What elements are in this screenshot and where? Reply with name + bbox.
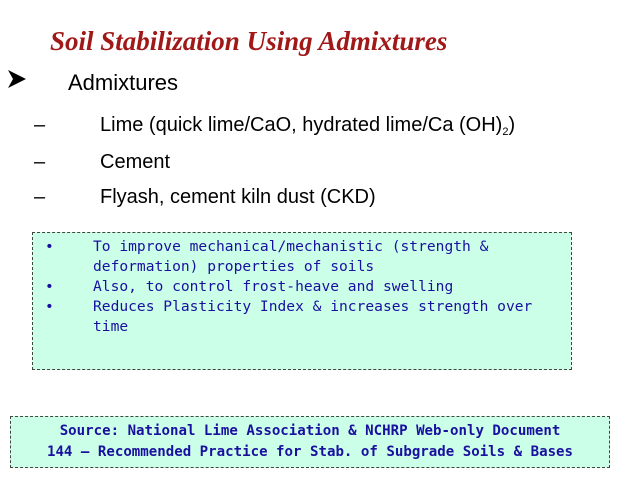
note-item	[45, 237, 565, 277]
sub-item-cement	[34, 151, 170, 174]
sub-item-cement-text: Cement	[100, 151, 171, 173]
sub-item-lime	[34, 114, 515, 138]
sub-item-flyash-text: Flyash, cement kiln dust (CKD)	[100, 186, 376, 208]
note-item	[45, 297, 565, 337]
source-box	[10, 416, 610, 468]
dash-bullet: –	[34, 114, 46, 136]
sub-item-lime-text: Lime (quick lime/CaO, hydrated lime/Ca (OH)	[100, 114, 503, 136]
arrowhead-bullet-icon	[6, 68, 36, 90]
subscript: 2	[502, 126, 509, 138]
slide-title: Soil Stabilization Using Admixtures	[50, 26, 448, 56]
source-line-1: Source: National Lime Association & NCHRP Web-only Document	[59, 423, 561, 439]
dash-bullet: –	[34, 186, 46, 208]
dash-bullet: –	[34, 151, 46, 173]
note-item	[45, 277, 565, 297]
bullet-admixtures-label: Admixtures	[68, 70, 179, 95]
sub-item-flyash	[34, 186, 376, 209]
sub-item-lime-suffix: )	[508, 114, 516, 136]
source-line-2: 144 – Recommended Practice for Stab. of Subgrade Soils & Bases	[46, 444, 574, 460]
note-text: Also, to control frost-heave and swelling	[93, 278, 454, 295]
bullet-admixtures	[6, 68, 178, 96]
bullet-dot: •	[45, 238, 54, 255]
notes-box	[32, 232, 572, 370]
bullet-dot: •	[45, 298, 54, 315]
note-text: To improve mechanical/mechanistic (strength & deformation) properties of soils	[93, 238, 489, 275]
note-text: Reduces Plasticity Index & increases strength over time	[93, 298, 533, 335]
bullet-dot: •	[45, 278, 54, 295]
